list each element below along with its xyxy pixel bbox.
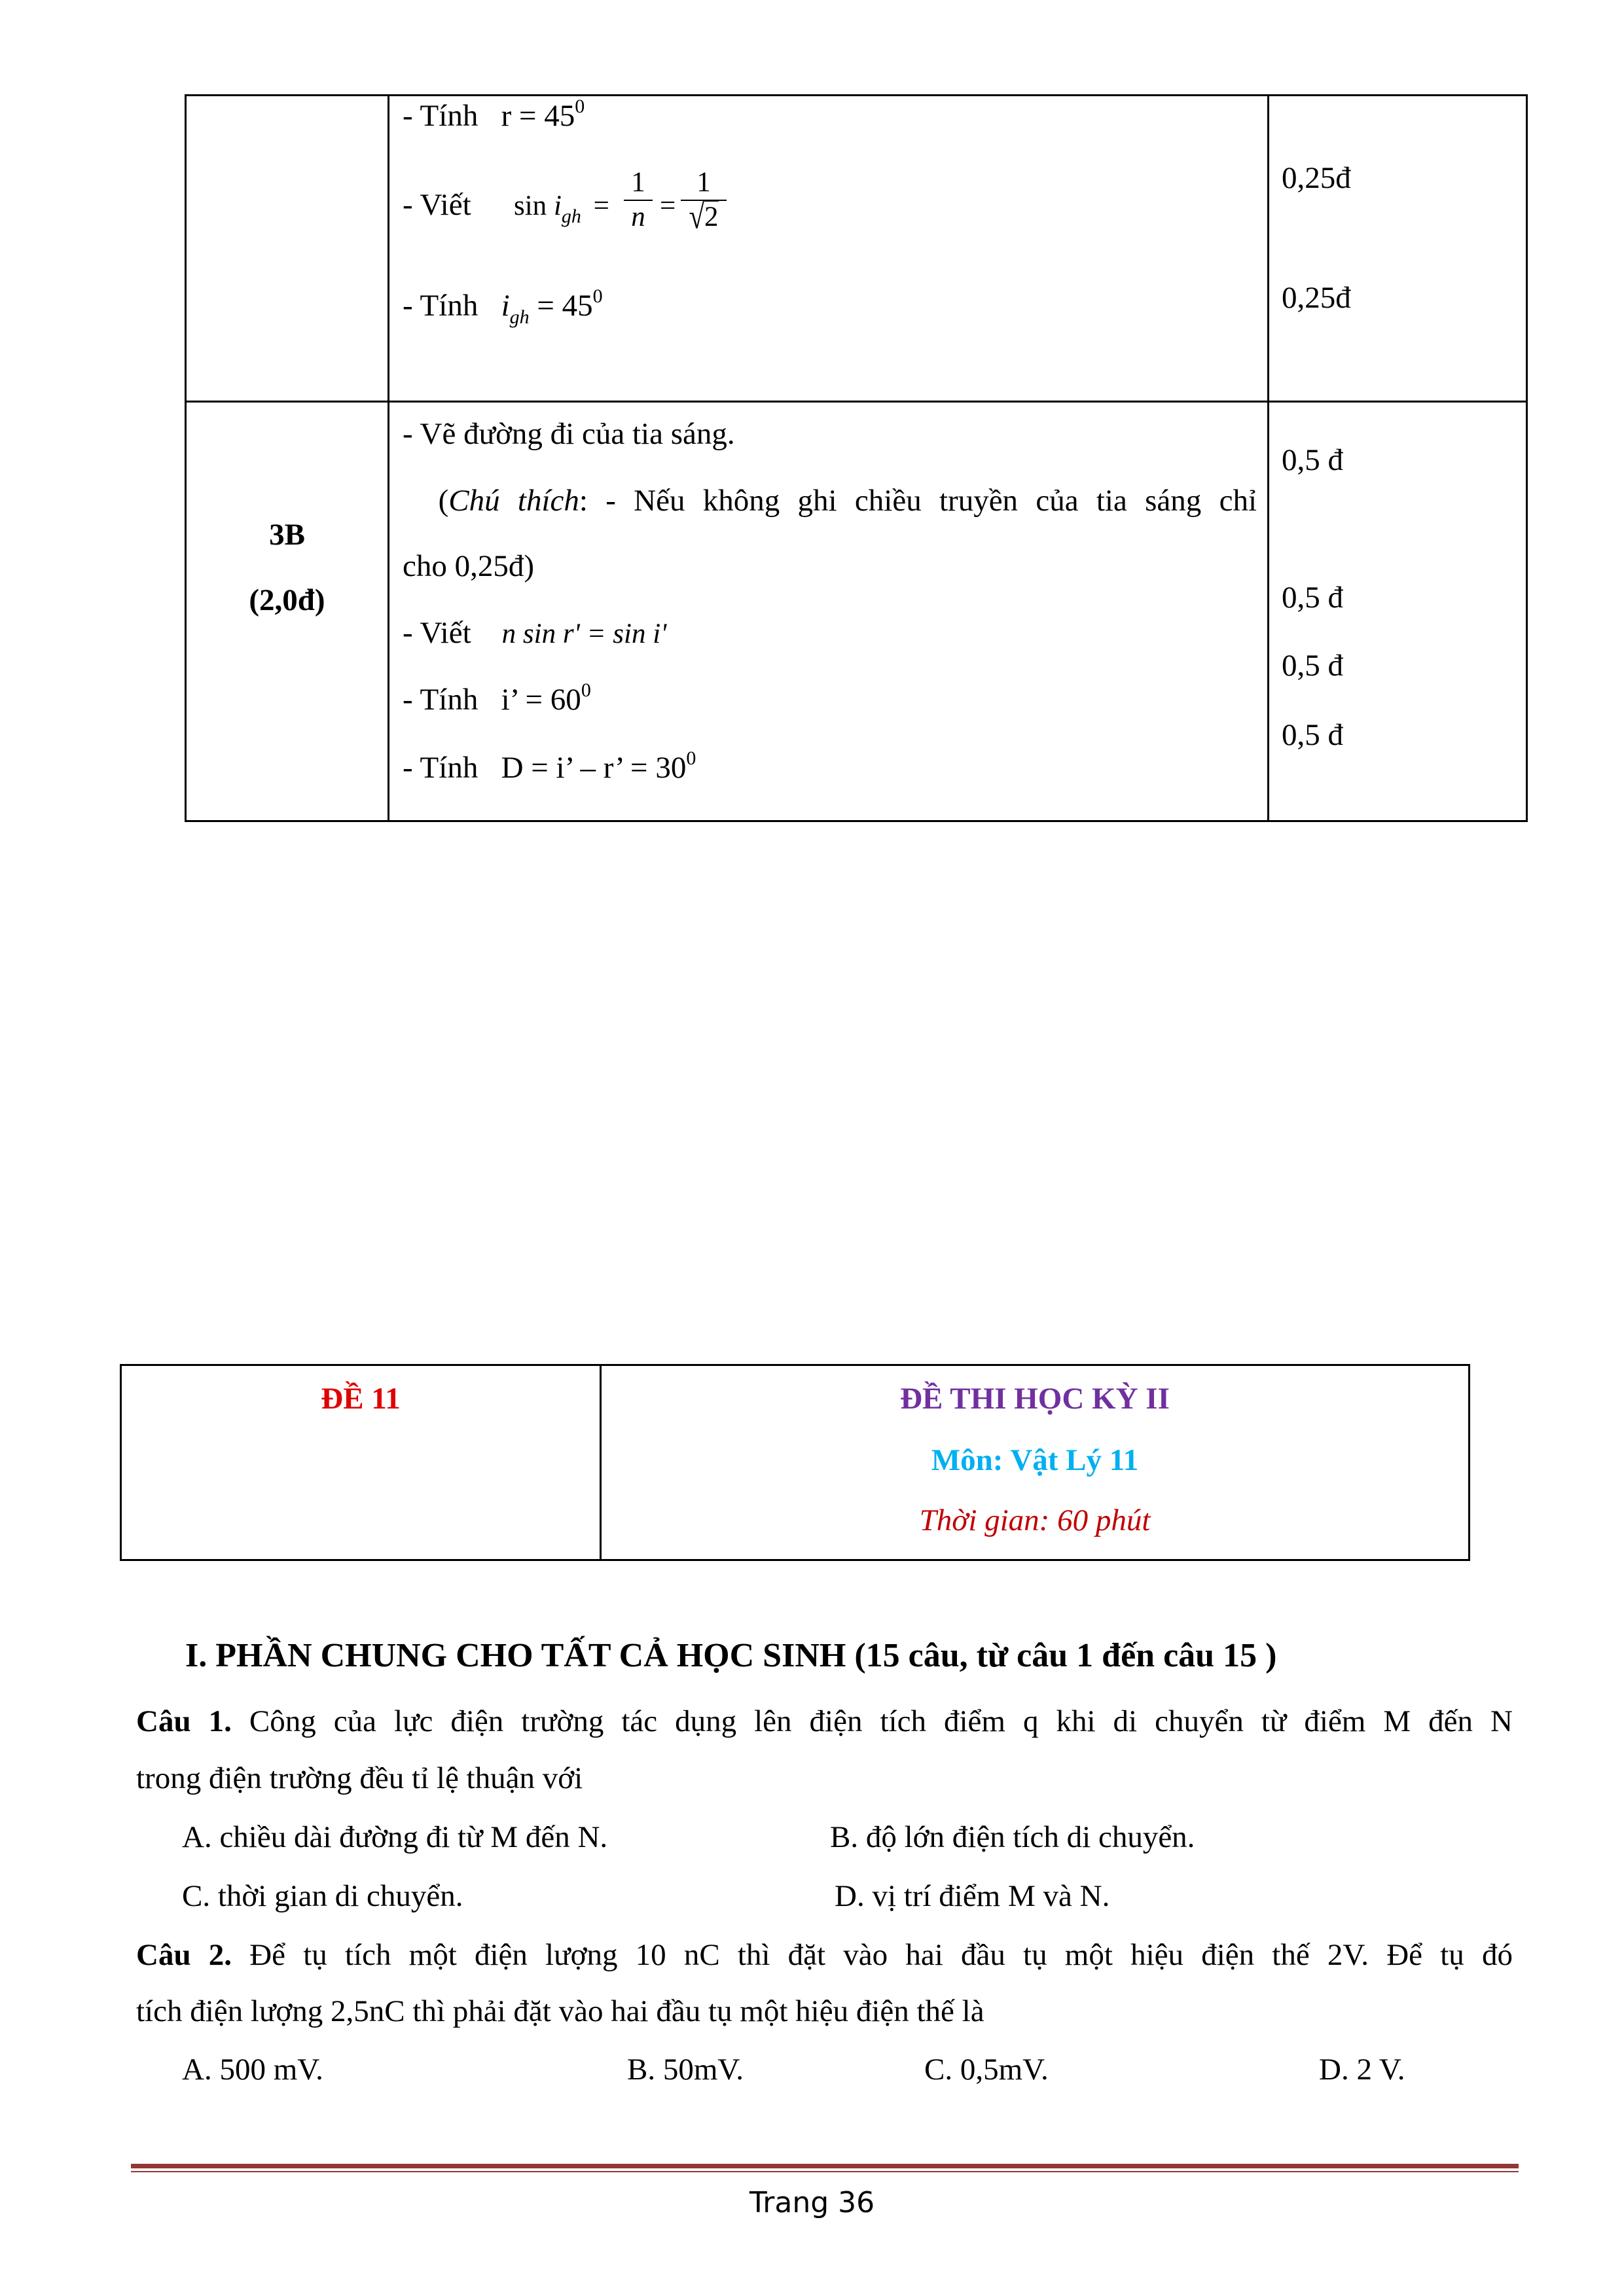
row1-line1: - Tính $r = 45^0$ — [403, 96, 585, 133]
exam-subject: Môn: Vật Lý 11 — [931, 1443, 1139, 1477]
row1-score-1: 0,25đ — [1282, 161, 1351, 195]
footer-rule-thick — [131, 2164, 1519, 2168]
section-title: I. PHẦN CHUNG CHO TẤT CẢ HỌC SINH (15 câu, từ câu 1 đến câu 15 ) — [185, 1637, 1277, 1674]
exam-code: ĐỀ 11 — [321, 1382, 401, 1416]
row2-note: (Chú thích: - Nếu không ghi chiều truyền của tia sáng chỉ — [438, 484, 1257, 518]
question-2-line1: Câu 2. Để tụ tích một điện lượng 10 nC thì đặt vào hai đầu tụ một hiệu điện thế 2V. Để tụ đó — [136, 1938, 1513, 1972]
question-1-option-c[interactable]: C. thời gian di chuyển. — [182, 1879, 463, 1913]
question-1-line1: Câu 1. Công của lực điện trường tác dụng lên điện tích điểm q khi di chuyển từ điểm M đến N — [136, 1704, 1513, 1738]
row2-score-2: 0,5 đ — [1282, 581, 1343, 615]
question-2-line2: tích điện lượng 2,5nC thì phải đặt vào hai đầu tụ một hiệu điện thế là — [136, 1994, 984, 2028]
exam-duration: Thời gian: 60 phút — [919, 1503, 1151, 1537]
question-2-option-d[interactable]: D. 2 V. — [1319, 2053, 1405, 2087]
question-1-option-b[interactable]: B. độ lớn điện tích di chuyển. — [830, 1820, 1195, 1854]
question-1-option-d[interactable]: D. vị trí điểm M và N. — [835, 1879, 1110, 1913]
table-border-col1 — [388, 94, 389, 822]
footer-rule-thin — [131, 2171, 1519, 2172]
row2-score-1: 0,5 đ — [1282, 443, 1343, 477]
table-border-top — [185, 94, 1528, 96]
question-2-option-b[interactable]: B. 50mV. — [627, 2053, 744, 2087]
question-1-line2: trong điện trường đều tỉ lệ thuận với — [136, 1761, 583, 1795]
row2-line4: - Viết n sin r' = sin i' — [403, 616, 667, 650]
table-border-bottom — [185, 820, 1528, 822]
page-number: Trang 36 — [749, 2186, 875, 2219]
row1-score-2: 0,25đ — [1282, 281, 1351, 315]
exam-title: ĐỀ THI HỌC KỲ II — [900, 1382, 1170, 1416]
row2-score-3: 0,5 đ — [1282, 649, 1343, 683]
row2-line1: - Vẽ đường đi của tia sáng. — [403, 417, 735, 451]
row2-line5: - Tính i’ = $60^0$ — [403, 679, 591, 717]
table-border-left — [185, 94, 187, 822]
row2-points: (2,0đ) — [249, 583, 325, 617]
question-2-option-c[interactable]: C. 0,5mV. — [924, 2053, 1049, 2087]
row2-score-4: 0,5 đ — [1282, 718, 1343, 752]
row2-label: 3B — [269, 518, 305, 552]
row2-line6: - Tính D = i’ – r’ = $30^0$ — [403, 747, 696, 785]
table-border-col2 — [1267, 94, 1269, 822]
table-border-mid — [185, 401, 1528, 403]
row1-line3: - Tính $i_{gh} = 45^0$ — [403, 285, 603, 328]
question-1-option-a[interactable]: A. chiều dài đường đi từ M đến N. — [182, 1820, 608, 1854]
row2-note-line2: cho 0,25đ) — [403, 549, 535, 583]
table-border-right — [1526, 94, 1528, 822]
question-2-option-a[interactable]: A. 500 mV. — [182, 2053, 323, 2087]
